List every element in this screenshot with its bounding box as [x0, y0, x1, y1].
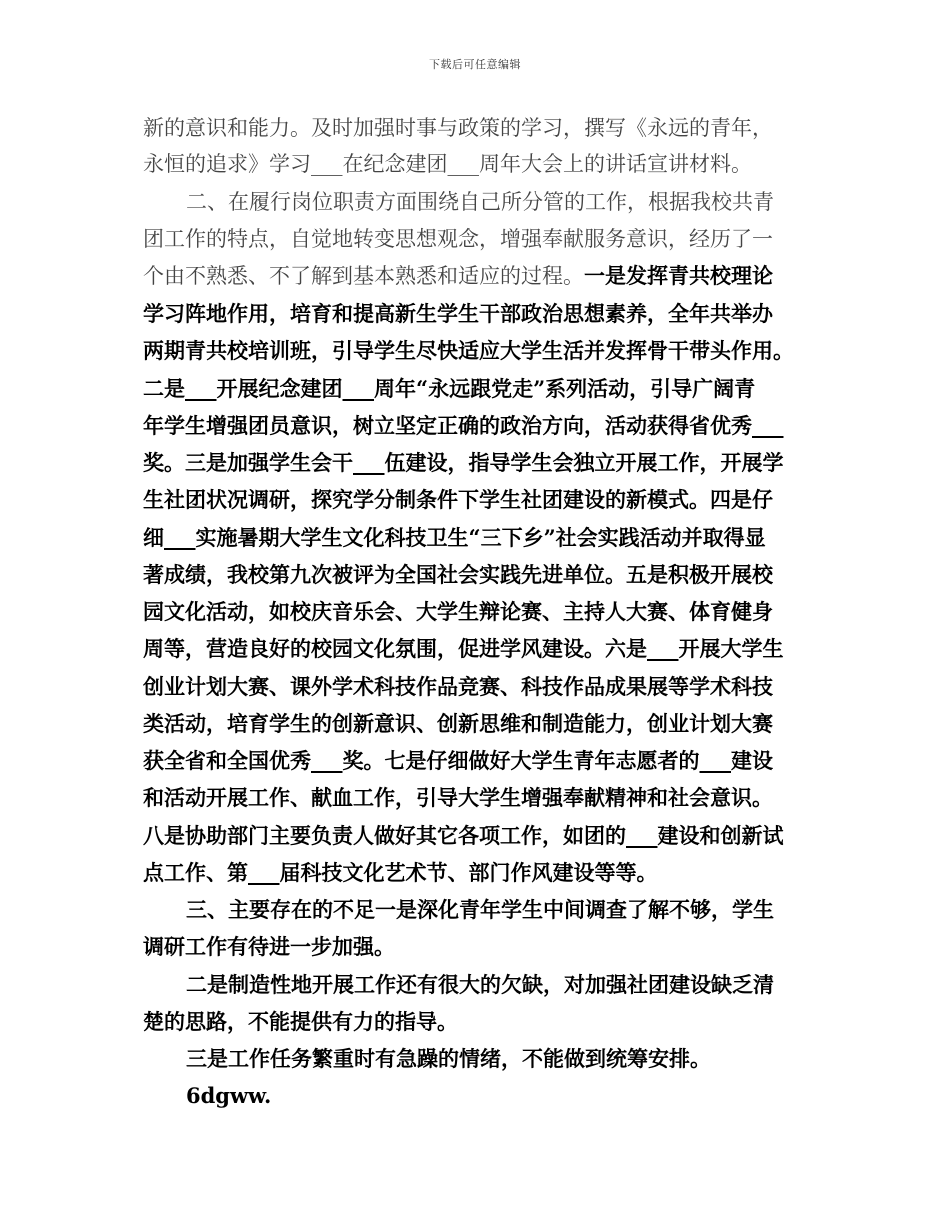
text-line: 和活动开展工作、献血工作，引导大学生增强奉献精神和社会意识。 — [143, 785, 773, 810]
page-header: 下载后可任意编辑 — [429, 58, 521, 71]
text-line: 二是制造性地开展工作还有很大的欠缺，对加强社团建设缺乏清 — [186, 972, 774, 997]
text-line: 新的意识和能力。及时加强时事与政策的学习，撰写《永远的青年， — [143, 116, 773, 140]
text-line: 三是工作任务繁重时有急躁的情绪，不能做到统筹安排。 — [186, 1046, 711, 1071]
text-line — [143, 262, 773, 290]
text-line: 三、主要存在的不足一是深化青年学生中间调查了解不够，学生 — [186, 897, 774, 922]
text-line: 6dgww. — [186, 1083, 272, 1108]
text-line: 创业计划大赛、课外学术科技作品竞赛、科技作品成果展等学术科技 — [143, 674, 773, 699]
text-run: 个由不熟悉、不了解到基本熟悉和适应的过程。 — [143, 264, 584, 288]
text-line: 生社团状况调研，探究学分制条件下学生社团建设的新模式。四是仔 — [143, 487, 773, 512]
text-line: 园文化活动，如校庆音乐会、大学生辩论赛、主持人大赛、体育健身 — [143, 599, 773, 624]
text-line: 类活动，培育学生的创新意识、创新思维和制造能力，创业计划大赛 — [143, 711, 773, 736]
text-line: 周等，营造良好的校园文化氛围，促进学风建设。六是___开展大学生 — [143, 636, 784, 661]
text-line: 两期青共校培训班，引导学生尽快适应大学生活并发挥骨干带头作用。 — [143, 338, 794, 363]
text-line: 获全省和全国优秀___奖。七是仔细做好大学生青年志愿者的___建设 — [143, 748, 773, 773]
text-line: 八是协助部门主要负责人做好其它各项工作，如团的___建设和创新试 — [143, 823, 784, 848]
text-line: 团工作的特点，自觉地转变思想观念，增强奉献服务意识，经历了一 — [143, 227, 773, 251]
text-line: 调研工作有待进一步加强。 — [143, 934, 395, 959]
text-line: 奖。三是加强学生会干___伍建设，指导学生会独立开展工作，开展学 — [143, 450, 784, 475]
text-run: 一是发挥青共校理论 — [584, 263, 773, 288]
text-line: 著成绩，我校第九次被评为全国社会实践先进单位。五是积极开展校 — [143, 562, 773, 587]
text-line: 二、在履行岗位职责方面围绕自己所分管的工作，根据我校共青 — [186, 190, 774, 214]
text-line: 二是___开展纪念建团___周年“永远跟党走”系列活动，引导广阔青 — [143, 376, 756, 401]
text-line: 点工作、第___届科技文化艺术节、部门作风建设等等。 — [143, 860, 658, 885]
text-line: 学习阵地作用，培育和提高新生学生干部政治思想素养，全年共举办 — [143, 301, 773, 326]
text-line: 细___实施暑期大学生文化科技卫生“三下乡”社会实践活动并取得显 — [143, 525, 766, 550]
text-line: 年学生增强团员意识，树立坚定正确的政治方向，活动获得省优秀___ — [143, 413, 784, 438]
text-line: 永恒的追求》学习___在纪念建团___周年大会上的讲话宣讲材料。 — [143, 152, 752, 176]
text-line: 楚的思路，不能提供有力的指导。 — [143, 1009, 458, 1034]
